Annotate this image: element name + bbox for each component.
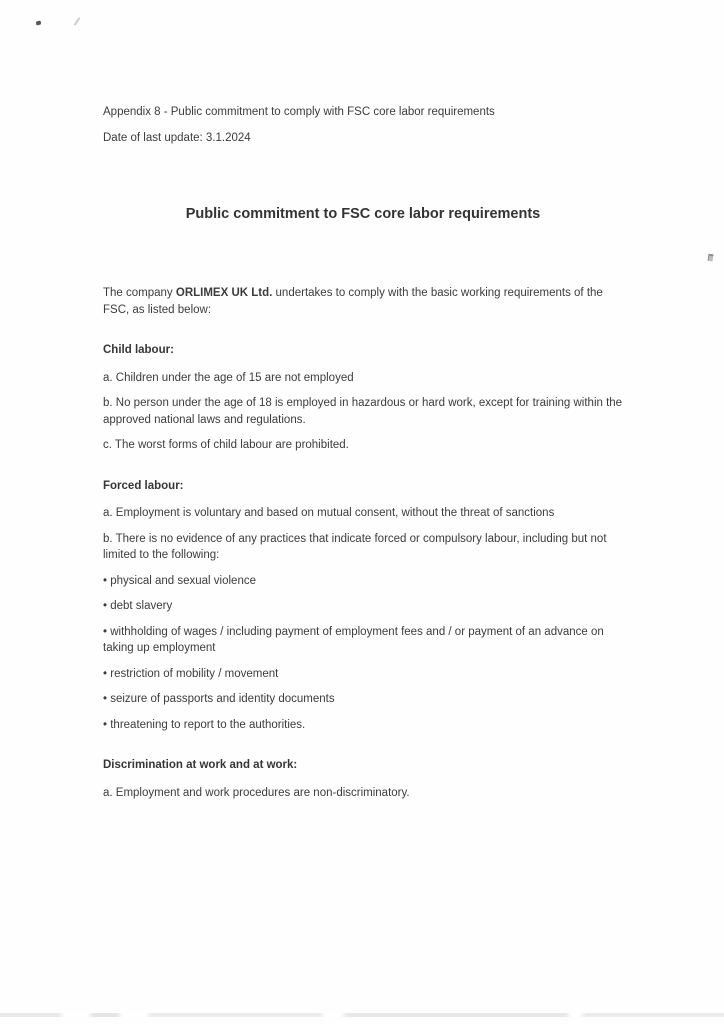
section-heading: Forced labour:	[103, 479, 184, 492]
intro-paragraph	[103, 285, 623, 318]
section	[103, 757, 623, 801]
scan-bottom-edge-shadow	[0, 1013, 724, 1017]
section-paragraph: b. No person under the age of 18 is employed in hazardous or hard work, except for training within the approved national laws and regulations.	[103, 397, 623, 426]
sections	[103, 342, 623, 801]
intro-suffix: undertakes to comply with the basic working requirements of the FSC, as listed below:	[103, 287, 603, 316]
section-paragraph: b. There is no evidence of any practices that indicate forced or compulsory labour, including but not limited to the following:	[103, 532, 607, 561]
section-paragraph: a. Children under the age of 15 are not employed	[103, 371, 354, 384]
section-heading: Discrimination at work and at work:	[103, 759, 298, 771]
bullet-item: • threatening to report to the authorities.	[103, 717, 623, 734]
company-name: ORLIMEX UK Ltd.	[175, 287, 273, 299]
bullet-item: • withholding of wages / including payment of employment fees and / or payment of an advance on taking up employment	[103, 624, 623, 657]
section-paragraph: c. The worst forms of child labour are prohibited.	[103, 439, 349, 451]
bullet-item: • physical and sexual violence	[103, 573, 623, 590]
scan-speck-artifact	[36, 21, 42, 26]
appendix-line: Appendix 8 - Public commitment to comply with FSC core labor requirements	[103, 106, 495, 118]
section-paragraph: a. Employment and work procedures are non-discriminatory.	[103, 786, 410, 799]
scan-edge-mark-artifact	[708, 254, 714, 262]
bullet-item: • debt slavery	[103, 598, 623, 615]
section-heading: Child labour:	[103, 344, 174, 356]
section-paragraph: a. Employment is voluntary and based on mutual consent, without the threat of sanctions	[103, 507, 555, 519]
bullet-item: • restriction of mobility / movement	[103, 666, 623, 683]
section	[103, 478, 623, 734]
document-header	[103, 104, 623, 146]
section	[103, 342, 623, 454]
document-content	[103, 0, 623, 810]
intro-prefix: The company	[103, 287, 176, 299]
last-update-line: Date of last update: 3.1.2024	[103, 131, 251, 144]
scan-smudge-artifact	[74, 17, 81, 26]
bullet-item: • seizure of passports and identity documents	[103, 691, 623, 708]
document-title: Public commitment to FSC core labor requirements	[185, 206, 541, 222]
